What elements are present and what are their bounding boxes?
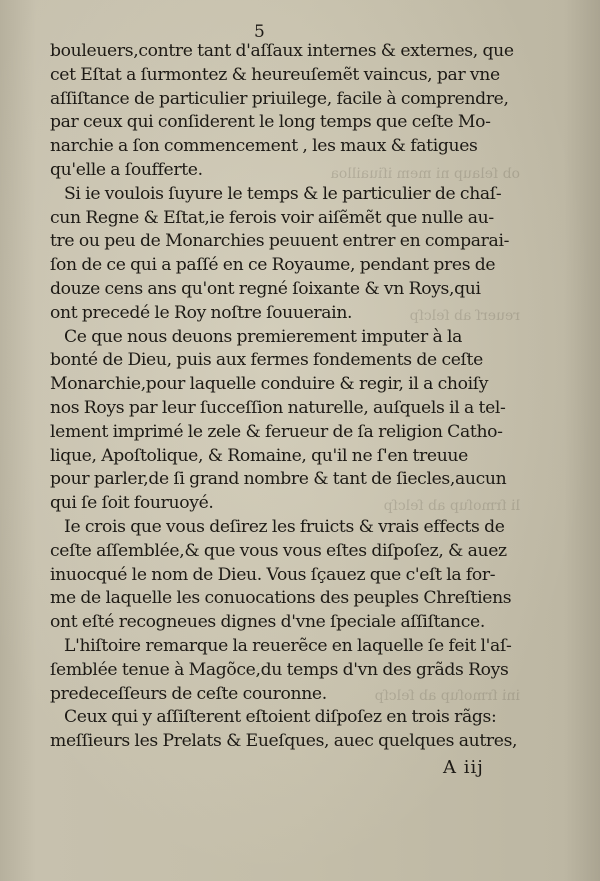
text-line: me de laquelle les conuocations des peuples Chreſtiens — [50, 588, 512, 609]
text-line: cet Eſtat a ſurmontez & heureuſemẽt vaincus, par vne — [50, 64, 500, 85]
text-line: qu'elle a ſoufferte. — [50, 159, 203, 180]
text-line: Ie crois que vous deſirez les fruicts & vrais effects de — [64, 516, 505, 537]
text-line: tre ou peu de Monarchies peuuent entrer en comparai- — [50, 231, 510, 252]
text-line: Ce que nous deuons premierement imputer à la — [64, 326, 463, 347]
text-line: Monarchie,pour laquelle conduire & regir, il a choiſy — [50, 374, 489, 395]
text-line: ſemblée tenue à Magõce,du temps d'vn des grãds Roys — [50, 659, 509, 680]
text-line: aſſiſtance de particulier priuilege, facile à comprendre, — [50, 88, 509, 109]
text-line: ont eſté recogneues dignes d'vne ſpeciale aſſiſtance. — [50, 612, 485, 633]
text-line: lement imprimé le zele & ferueur de ſa religion Catho- — [50, 421, 503, 442]
text-line: predeceſſeurs de ceſte couronne. — [50, 683, 327, 704]
text-line: lique, Apoſtolique, & Romaine, qu'il ne ſ'en treuue — [50, 445, 468, 466]
show-through-text: reuerſ ab ſelcſp — [409, 308, 520, 324]
text-line: inuocqué le nom de Dieu. Vous ſçauez que c'eſt la for- — [50, 564, 496, 585]
text-line: ont precedé le Roy noſtre ſouuerain. — [50, 302, 353, 323]
text-line: meſſieurs les Prelats & Eueſques, auec quelques autres, — [50, 731, 518, 752]
signature-mark: A iij — [443, 757, 484, 778]
text-line: douze cens ans qu'ont regné ſoixante & vn Roys,qui — [50, 278, 481, 299]
show-through-text: li ſrmoſup ab ſelcſp — [383, 498, 520, 514]
text-line: par ceux qui conſiderent le long temps que ceſte Mo- — [50, 112, 491, 133]
show-through-text: ini ſrmoſup ab ſelcſp — [374, 688, 520, 704]
text-line: cun Regne & Eſtat,ie ferois voir aiſẽmẽt que nulle au- — [50, 207, 494, 228]
page-number: 5 — [254, 22, 266, 42]
text-line: Si ie voulois ſuyure le temps & le particulier de chaſ- — [64, 183, 502, 204]
text-line: nos Roys par leur ſucceſſion naturelle, auſquels il a tel- — [50, 397, 506, 418]
body-text — [50, 40, 520, 754]
text-line: narchie a ſon commencement , les maux & fatigues — [50, 136, 478, 157]
text-line: ceſte aſſemblée,& que vous vous eſtes diſpoſez, & auez — [50, 540, 507, 561]
show-through-text: ob ſelaup ni mem iſiuailloa — [330, 166, 520, 182]
text-line: Ceux qui y aſſiſterent eſtoient diſpoſez en trois rãgs: — [64, 707, 497, 728]
text-line: qui ſe ſoit fouruoyé. — [50, 493, 214, 514]
text-line: bonté de Dieu, puis aux fermes fondements de ceſte — [50, 350, 483, 371]
text-line: ſon de ce qui a paſſé en ce Royaume, pendant pres de — [50, 255, 496, 276]
text-line: bouleuers,contre tant d'aſſaux internes & externes, que — [50, 41, 514, 61]
text-line: pour parler,de ſi grand nombre & tant de ſiecles,aucun — [50, 469, 507, 490]
text-line: L'hiſtoire remarque la reuerẽce en laquelle ſe feit l'aſ- — [64, 635, 512, 656]
